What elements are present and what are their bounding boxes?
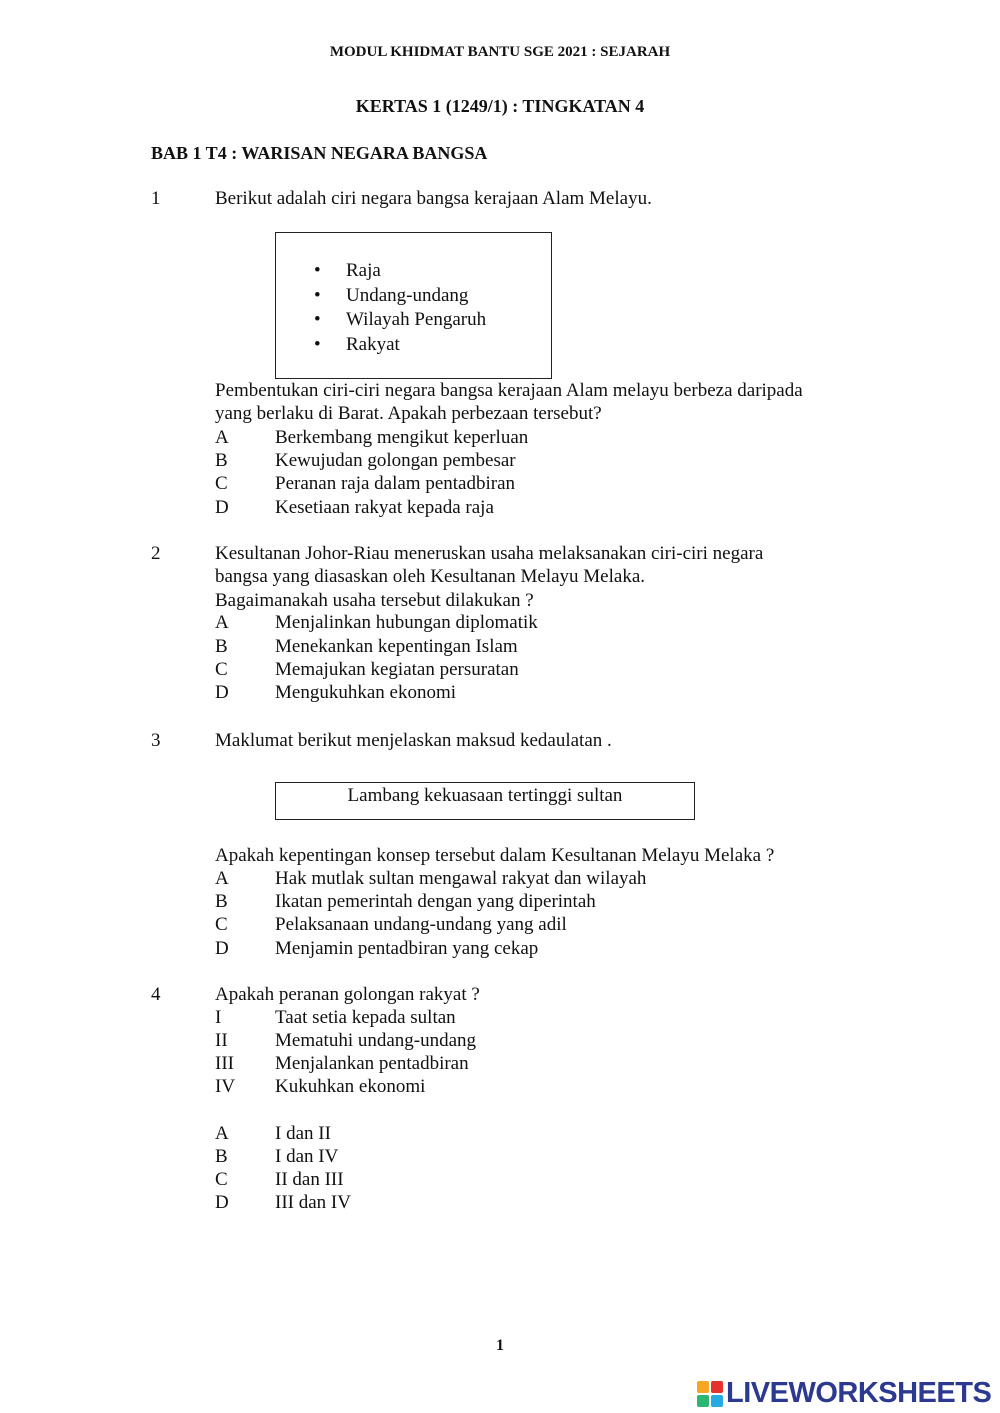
statement-numeral: II xyxy=(215,1030,228,1051)
statement-text: Menjalankan pentadbiran xyxy=(275,1053,469,1074)
statement-text: Kukuhkan ekonomi xyxy=(275,1076,426,1097)
statement-text: Mematuhi undang-undang xyxy=(275,1030,477,1051)
question-4-number: 4 xyxy=(151,984,161,1005)
statement-numeral: IV xyxy=(215,1076,236,1097)
option-text[interactable]: Hak mutlak sultan mengawal rakyat dan wilayah xyxy=(275,868,647,889)
option-text[interactable]: Ikatan pemerintah dengan yang diperintah xyxy=(275,891,596,912)
option-text[interactable]: Menjalinkan hubungan diplomatik xyxy=(275,612,538,633)
info-list-item: • Wilayah Pengaruh xyxy=(314,309,487,330)
option-letter: C xyxy=(215,659,228,680)
paper-title: KERTAS 1 (1249/1) : TINGKATAN 4 xyxy=(355,96,645,116)
liveworksheets-logo-icon xyxy=(697,1381,723,1407)
option-letter: A xyxy=(215,427,229,448)
statement-text: Taat setia kepada sultan xyxy=(275,1007,456,1028)
question-3-number: 3 xyxy=(151,730,161,751)
option-letter: B xyxy=(215,1146,228,1167)
question-2-line3: Bagaimanakah usaha tersebut dilakukan ? xyxy=(215,590,534,611)
question-4-stem: Apakah peranan golongan rakyat ? xyxy=(215,984,480,1005)
option-letter: A xyxy=(215,868,229,889)
liveworksheets-logo xyxy=(697,1377,991,1410)
option-text[interactable]: I dan II xyxy=(275,1123,331,1144)
option-letter: C xyxy=(215,1169,228,1190)
info-list-item: • Raja xyxy=(314,260,381,281)
option-letter: D xyxy=(215,682,229,703)
option-text[interactable]: III dan IV xyxy=(275,1192,351,1213)
statement-numeral: I xyxy=(215,1007,222,1028)
option-letter: B xyxy=(215,891,228,912)
option-text[interactable]: Kesetiaan rakyat kepada raja xyxy=(275,497,494,518)
info-list-item: • Undang-undang xyxy=(314,284,469,306)
statement-numeral: III xyxy=(215,1053,234,1074)
option-letter: D xyxy=(215,1192,229,1213)
question-2-line1: Kesultanan Johor-Riau meneruskan usaha melaksanakan ciri-ciri negara xyxy=(215,543,764,564)
question-1-text-line1: Pembentukan ciri-ciri negara bangsa kerajaan Alam melayu berbeza daripada xyxy=(215,380,803,401)
option-letter: A xyxy=(215,612,229,633)
option-text[interactable]: Memajukan kegiatan persuratan xyxy=(275,659,519,680)
page-number: 1 xyxy=(496,1337,504,1354)
option-text[interactable]: Pelaksanaan undang-undang yang adil xyxy=(275,914,567,935)
option-text[interactable]: Menjamin pentadbiran yang cekap xyxy=(275,938,539,959)
option-text[interactable]: Berkembang mengikut keperluan xyxy=(275,427,529,448)
question-2-line2: bangsa yang diasaskan oleh Kesultanan Melayu Melaka. xyxy=(215,566,646,587)
option-text[interactable]: Kewujudan golongan pembesar xyxy=(275,450,516,471)
option-letter: A xyxy=(215,1123,229,1144)
info-list-item: • Rakyat xyxy=(314,333,400,355)
question-3-stem: Maklumat berikut menjelaskan maksud kedaulatan . xyxy=(215,730,612,751)
question-1-stem: Berikut adalah ciri negara bangsa kerajaan Alam Melayu. xyxy=(215,188,652,209)
question-3-info-box xyxy=(275,782,695,820)
question-1-text-line2: yang berlaku di Barat. Apakah perbezaan tersebut? xyxy=(215,403,602,424)
question-1-info-box xyxy=(275,232,552,379)
liveworksheets-logo-text: LIVEWORKSHEETS xyxy=(726,1377,992,1409)
option-letter: D xyxy=(215,497,229,518)
option-text[interactable]: Peranan raja dalam pentadbiran xyxy=(275,473,516,494)
option-text[interactable]: Mengukuhkan ekonomi xyxy=(275,682,457,703)
question-3-text: Apakah kepentingan konsep tersebut dalam Kesultanan Melayu Melaka ? xyxy=(215,845,775,866)
option-letter: C xyxy=(215,473,228,494)
option-text[interactable]: I dan IV xyxy=(275,1146,339,1167)
option-letter: D xyxy=(215,938,229,959)
info-box-text: Lambang kekuasaan tertinggi sultan xyxy=(347,785,623,806)
option-letter: B xyxy=(215,636,228,657)
question-2-number: 2 xyxy=(151,543,161,564)
option-letter: B xyxy=(215,450,228,471)
option-letter: C xyxy=(215,914,228,935)
module-header: MODUL KHIDMAT BANTU SGE 2021 : SEJARAH xyxy=(329,44,671,60)
option-text[interactable]: II dan III xyxy=(275,1169,344,1190)
chapter-title: BAB 1 T4 : WARISAN NEGARA BANGSA xyxy=(151,143,488,163)
question-1-number: 1 xyxy=(151,188,161,209)
option-text[interactable]: Menekankan kepentingan Islam xyxy=(275,636,518,657)
